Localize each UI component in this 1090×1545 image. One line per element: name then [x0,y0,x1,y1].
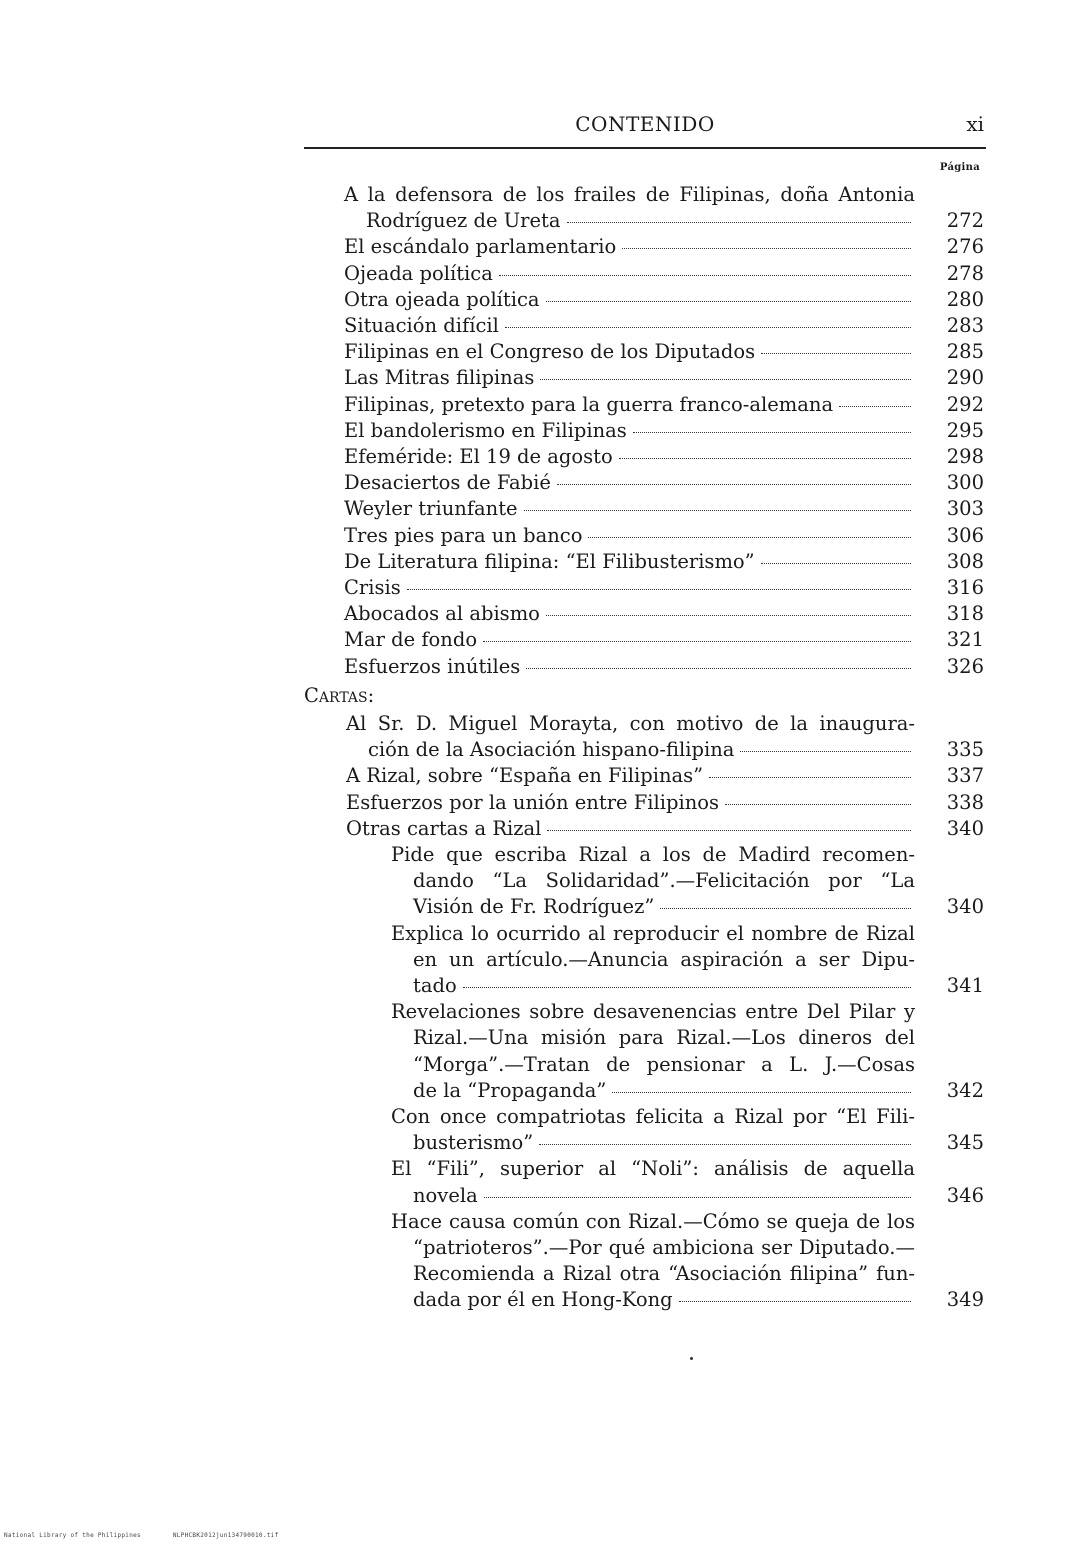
toc-entry-text: Otra ojeada política [344,287,540,311]
toc-entry-text: Tres pies para un banco [344,523,583,547]
toc-page-number: 303 [946,497,984,521]
toc-page-number: 321 [946,628,984,652]
toc-entry [344,654,915,680]
toc-entry [344,496,915,522]
toc-entry-text: Las Mitras filipinas [344,366,535,390]
scan-footer [4,1532,307,1539]
dot-leader [761,352,911,354]
toc-entry [344,182,915,234]
toc-entry-text: Con once compatriotas felicita a Rizal por “El Fili- [391,1105,915,1128]
toc-entry-text: A Rizal, sobre “España en Filipinas” [346,764,704,788]
toc-entry-text: De Literatura filipina: “El Filibusterismo” [344,549,755,573]
toc-entry-text: Abocados al abismo [344,602,540,626]
dot-leader [524,509,911,511]
dot-leader [539,1143,911,1145]
dot-leader [660,907,911,909]
toc-entry [344,549,915,575]
toc-entry-text: Mar de fondo [344,628,478,652]
toc-entry-text: busterismo” [413,1131,534,1155]
toc-entry-text: Weyler triunfante [344,497,518,521]
dot-leader [540,378,911,380]
toc-page-number: 316 [946,576,984,599]
toc-page-number: 326 [946,654,984,678]
toc-entry-text: El escándalo parlamentario [344,235,617,259]
section-heading-cartas: Cartas: [304,683,375,707]
dot-leader [761,562,911,564]
dot-leader [567,221,912,223]
toc-entry [344,575,915,601]
toc-entry [344,444,915,470]
toc-entry [344,339,915,365]
toc-entry [391,1104,915,1156]
toc-page-number: 290 [946,366,984,390]
dot-leader [588,536,911,538]
pagina-column-label: Página [939,162,980,173]
toc-page-number: 341 [946,974,984,997]
toc-entry [391,1209,915,1314]
dot-leader [483,640,911,642]
toc-page-number: 342 [946,1078,984,1102]
toc-entry [344,261,915,287]
toc-page-number: 340 [946,895,984,919]
toc-entry-text: El “Fili”, superior al “Noli”: análisis de aquella [391,1157,915,1181]
toc-entry [346,790,915,816]
toc-page-number: 308 [946,549,984,573]
dot-leader [463,986,911,988]
dot-leader [526,667,911,669]
toc-entry-text: Recomienda a Rizal otra “Asociación filipina” fun- [413,1262,915,1286]
toc-entry-text: Situación difícil [344,314,499,337]
toc-entry-text: dada por él en Hong-Kong [413,1288,673,1312]
toc-entry [344,418,915,444]
dot-leader [557,483,911,485]
toc-entry [344,365,915,391]
toc-entry [344,470,915,496]
toc-entry [344,313,915,339]
dot-leader [740,750,911,752]
toc-page-number: 285 [946,340,984,364]
toc-page-number: 338 [946,790,984,814]
toc-entry [391,999,915,1104]
toc-entry-text: “patrioteros”.—Por qué ambiciona ser Diputado.— [413,1236,915,1259]
toc-entry [391,842,915,921]
toc-entry-text: “Morga”.—Tratan de pensionar a L. J.—Cosas [413,1052,915,1076]
toc-entry-text: Filipinas, pretexto para la guerra franco-alemana [344,392,834,416]
toc-page-number: 346 [946,1183,984,1207]
dot-leader [546,300,911,302]
toc-page-number: 335 [946,738,984,762]
toc-entry-text: Crisis [344,576,401,599]
toc-page-number: 283 [946,314,984,337]
toc-page-number: 300 [946,471,984,495]
toc-page-number: 280 [946,287,984,311]
toc-entry [346,763,915,789]
toc-entry [391,1156,915,1208]
toc-entry-text: dando “La Solidaridad”.—Felicitación por “La [413,869,915,893]
dot-leader [725,803,911,805]
toc-entry [344,523,915,549]
toc-entry-text: novela [413,1183,478,1207]
footer-file: NLPHCBK2012jun134790010.tif [172,1532,279,1539]
toc-entry-text: Esfuerzos inútiles [344,654,521,678]
toc-entry-text: Revelaciones sobre desavenencias entre Del Pilar y [391,1000,915,1024]
toc-entry-text: El bandolerismo en Filipinas [344,418,627,442]
toc-entry-text: Efeméride: El 19 de agosto [344,445,613,468]
toc-entry-text: Rizal.—Una misión para Rizal.—Los dineros del [413,1026,915,1050]
toc-page-number: 278 [946,261,984,285]
toc-page-number: 292 [946,392,984,416]
toc-page-number: 272 [946,209,984,233]
toc-page-number: 276 [946,235,984,259]
dot-leader [622,247,911,249]
toc-entry-text: Otras cartas a Rizal [346,816,542,840]
toc-entry-text: Desaciertos de Fabié [344,471,551,495]
toc-page-number: 298 [946,445,984,468]
toc-entry-text: Hace causa común con Rizal.—Cómo se queja de los [391,1209,915,1233]
toc-page-number: 337 [946,764,984,788]
toc-entry-text: Pide que escriba Rizal a los de Madird recomen- [391,843,915,866]
scan-speck [690,1357,693,1360]
footer-library: National Library of the Philippines [4,1532,141,1539]
toc-entry [346,711,915,763]
dot-leader [499,274,911,276]
toc-page-number: 345 [946,1131,984,1155]
page-title: CONTENIDO [575,112,715,136]
toc-entry-text: Visión de Fr. Rodríguez” [413,895,655,919]
toc-entry-text: Al Sr. D. Miguel Morayta, con motivo de la inaugura- [346,712,915,735]
toc-entry-text: Rodríguez de Ureta [366,209,561,233]
toc-entry-text: Explica lo ocurrido al reproducir el nombre de Rizal [391,921,915,945]
toc-entry-text: Filipinas en el Congreso de los Diputados [344,340,756,364]
page-number: xi [966,112,984,136]
dot-leader [619,457,911,459]
toc-entry [346,816,915,842]
toc-entry [344,234,915,260]
toc-page-number: 349 [946,1288,984,1312]
toc-entry-text: tado [413,974,457,997]
toc-entry [344,601,915,627]
toc-entry-text: en un artículo.—Anuncia aspiración a ser Dipu- [413,947,915,971]
toc-page-number: 340 [946,816,984,840]
toc-entry-text: de la “Propaganda” [413,1078,607,1102]
toc-entry-text: Esfuerzos por la unión entre Filipinos [346,790,720,814]
toc-entry [391,921,915,1000]
dot-leader [839,405,911,407]
toc-page-number: 318 [946,602,984,626]
dot-leader [547,829,911,831]
toc-entry-text: Ojeada política [344,261,493,285]
toc-entry [344,392,915,418]
dot-leader [633,431,911,433]
toc-entry-text: ción de la Asociación hispano-filipina [368,738,735,762]
toc-page-number: 306 [946,523,984,547]
dot-leader [546,614,911,616]
toc-entry-text: A la defensora de los frailes de Filipinas, doña Antonia [344,183,915,206]
dot-leader [407,588,911,590]
dot-leader [505,326,911,328]
toc-page-number: 295 [946,418,984,442]
toc-entry [344,287,915,313]
toc-entry [344,627,915,653]
dot-leader [679,1300,911,1302]
dot-leader [612,1091,911,1093]
dot-leader [709,776,911,778]
dot-leader [484,1196,911,1198]
